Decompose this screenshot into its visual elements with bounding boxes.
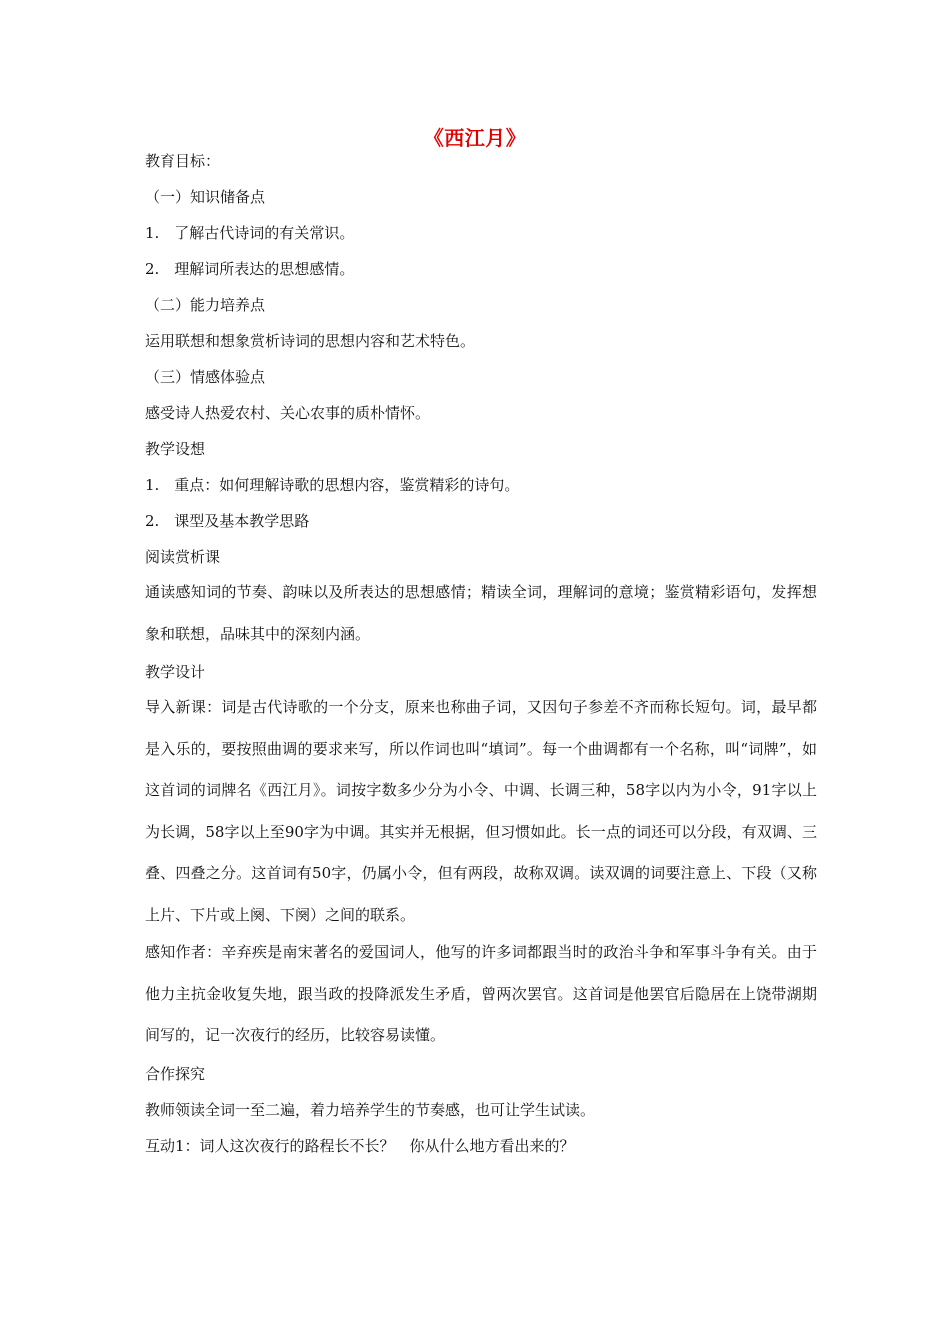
list-item: 2. 课型及基本教学思路 [145,512,310,530]
body-text: 运用联想和想象赏析诗词的思想内容和艺术特色。 [145,332,476,350]
heading-teaching-idea: 教学设想 [145,440,206,458]
paragraph: 感知作者：辛弃疾是南宋著名的爱国词人，他写的许多词都跟当时的政治斗争和军事斗争有关。由于他力主抗金收复失地，跟当政的投降派发生矛盾，曾两次罢官。这首词是他罢官后隐居在上饶带湖期间写的，记一次夜行的经历，比较容易读懂。 [145,943,817,1044]
list-item: 1. 重点：如何理解诗歌的思想内容，鉴赏精彩的诗句。 [145,476,520,494]
paragraph: 导入新课：词是古代诗歌的一个分支，原来也称曲子词，又因句子参差不齐而称长短句。词，最早都是入乐的，要按照曲调的要求来写，所以作词也叫“填词”。每一个曲调都有一个名称，叫“词牌”，如这首词的词牌名《西江月》。词按字数多少分为小令、中调、长调三种，58字以内为小令，91字以上为长调，58字以上至90字为中调。其实并无根据，但习惯如此。长一点的词还可以分段，有双调、三叠、四叠之分。这首词有50字，仍属小令，但有两段，故称双调。读双调的词要注意上、下段（又称上片、下片或上阕、下阕）之间的联系。 [145,698,817,924]
heading-cooperative: 合作探究 [145,1064,206,1083]
subheading-ability: （二）能力培养点 [145,296,266,314]
list-item: 1. 了解古代诗词的有关常识。 [145,224,355,242]
body-text: 感受诗人热爱农村、关心农事的质朴情怀。 [145,404,431,422]
body-text: 互动1：词人这次夜行的路程长不长？ 你从什么地方看出来的？ [145,1136,575,1155]
heading-teaching-design: 教学设计 [145,663,206,681]
body-text: 阅读赏析课 [145,548,221,566]
subheading-knowledge: （一）知识储备点 [145,188,266,206]
document-body [145,148,817,1159]
paragraph: 通读感知词的节奏、韵味以及所表达的思想感情；精读全词，理解词的意境；鉴赏精彩语句，发挥想象和联想，品味其中的深刻内涵。 [145,583,817,643]
document-title: 《西江月》 [423,126,527,150]
subheading-emotion: （三）情感体验点 [145,368,266,386]
heading-education-goals: 教育目标： [145,152,221,170]
list-item: 2. 理解词所表达的思想感情。 [145,260,355,278]
body-text: 教师领读全词一至二遍，着力培养学生的节奏感，也可让学生试读。 [145,1100,596,1119]
